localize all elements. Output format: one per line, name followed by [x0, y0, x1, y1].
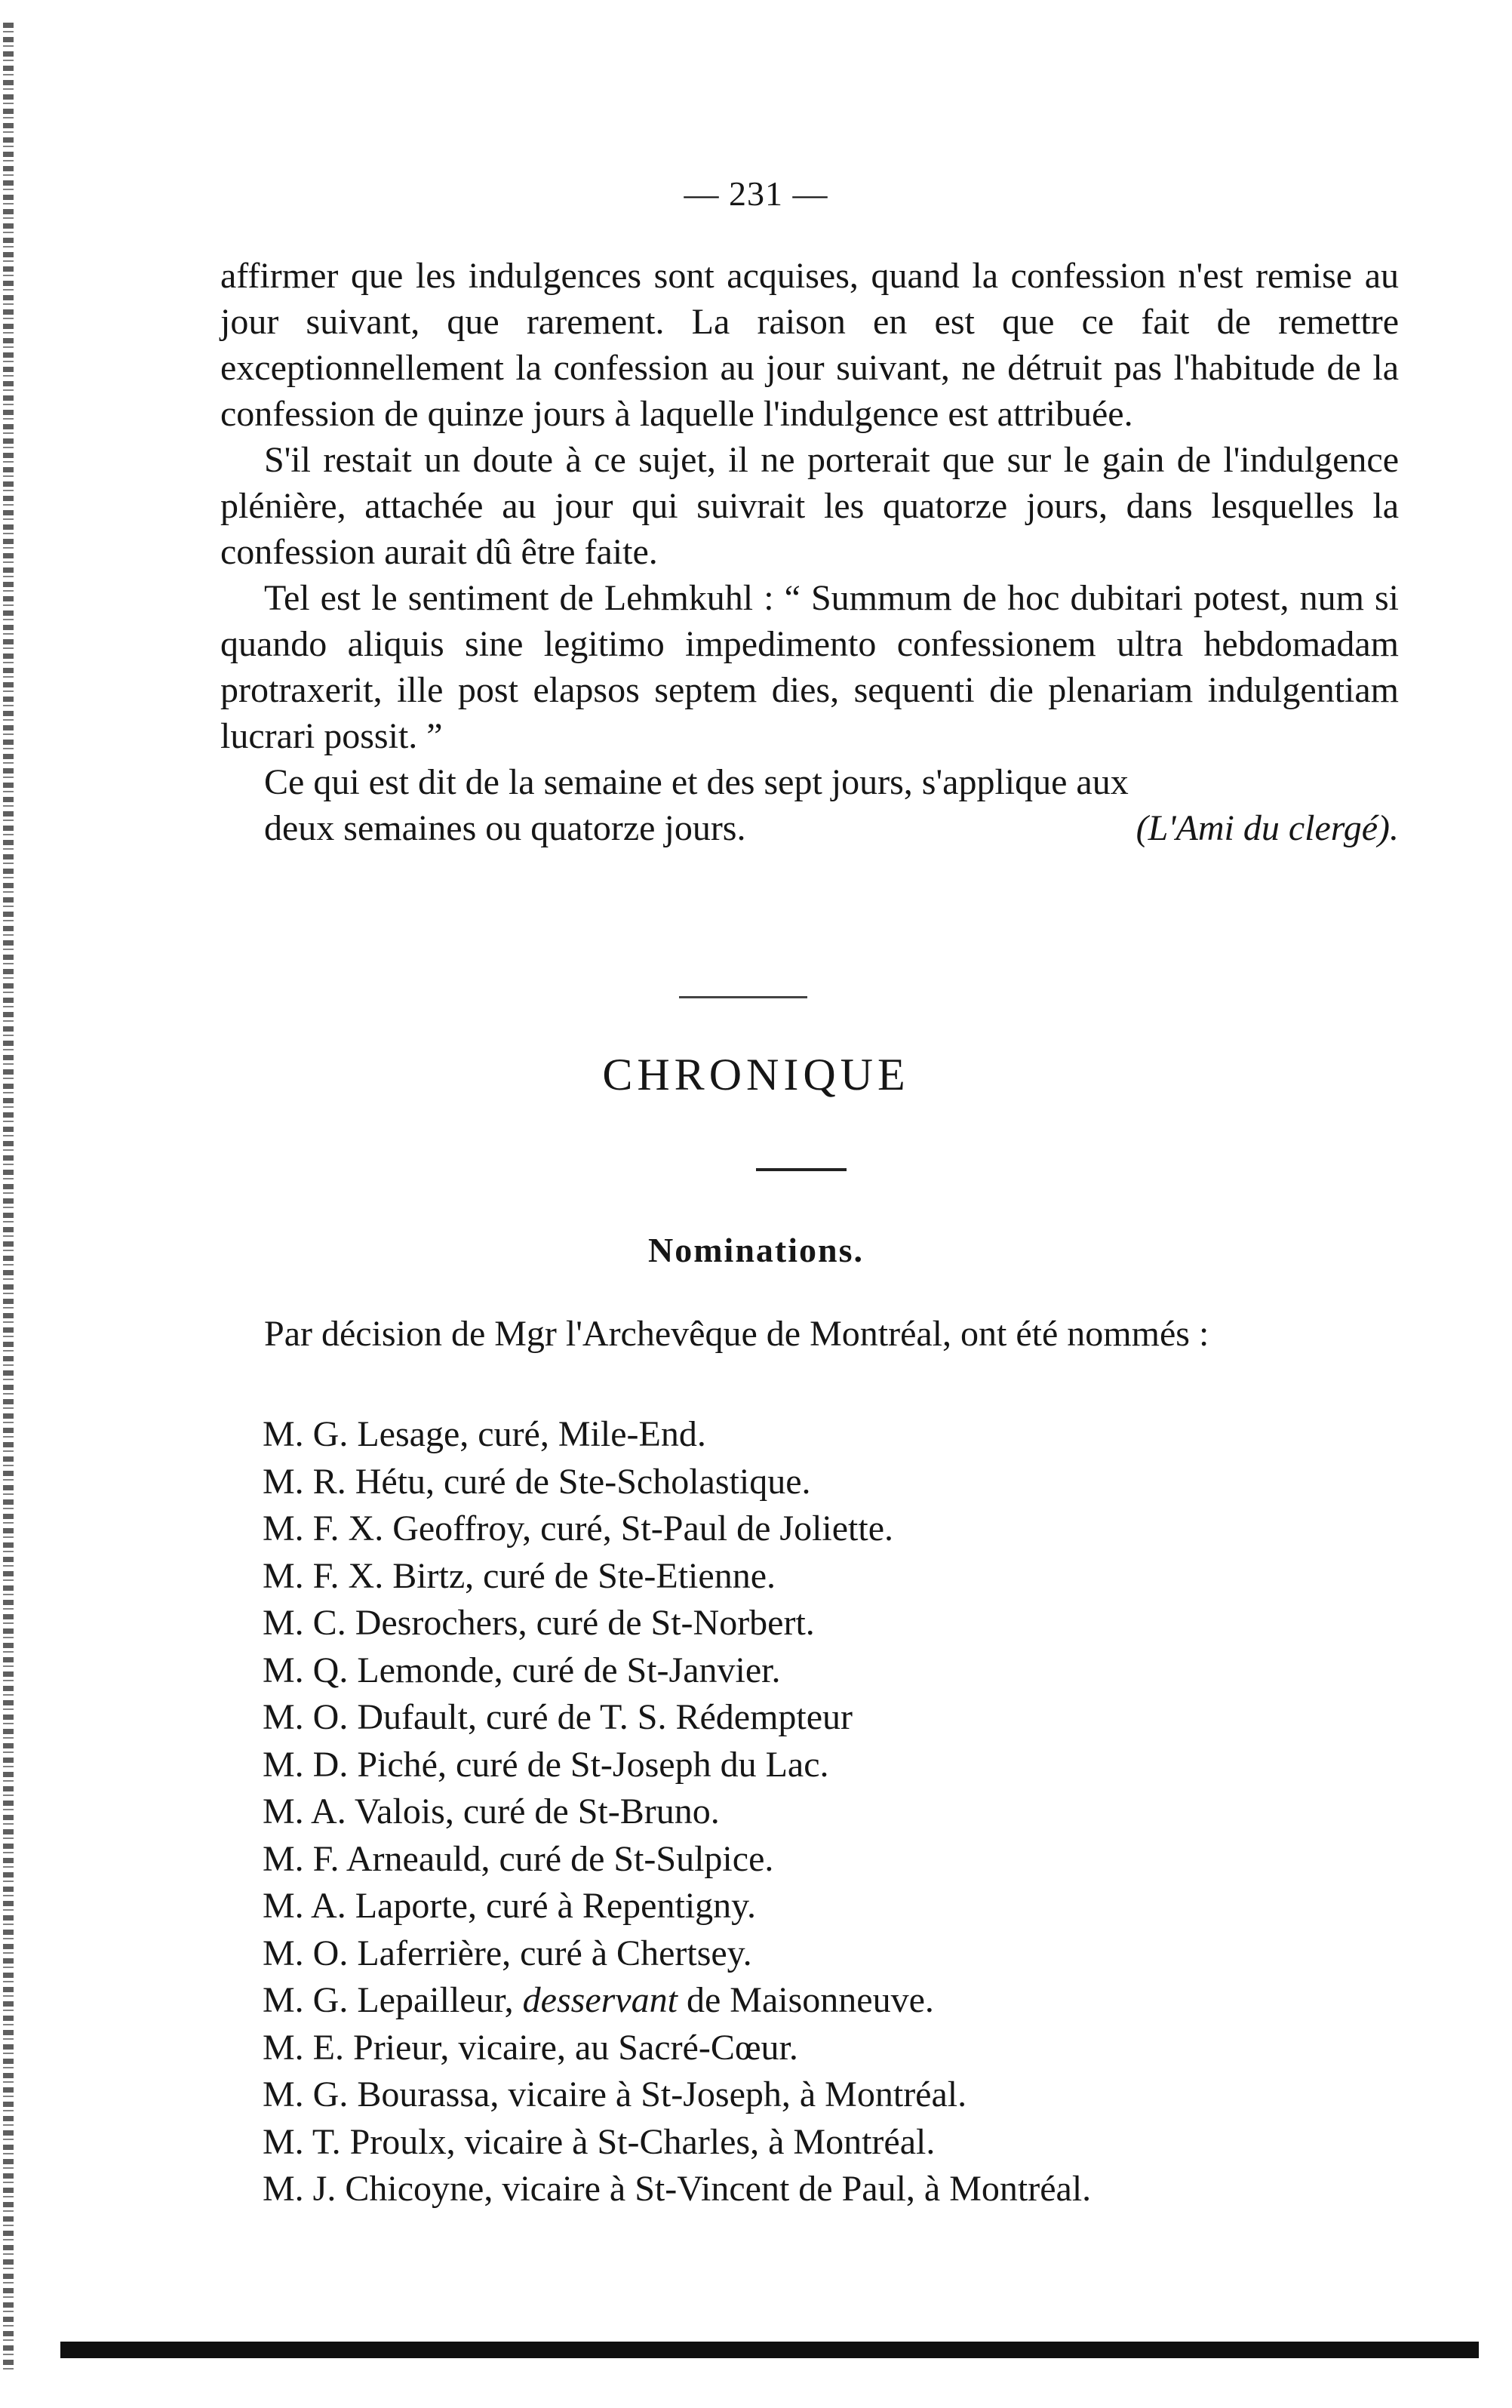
article-body — [220, 253, 1399, 851]
paragraph: Ce qui est dit de la semaine et des sept jours, s'applique aux — [264, 762, 1129, 802]
list-item — [263, 1788, 1402, 1836]
person-name: M. E. Prieur, — [263, 2027, 450, 2068]
appointment-text: vicaire à St-Joseph, à Montréal. — [499, 2074, 967, 2114]
list-item — [263, 2166, 1402, 2213]
person-name: M. T. Proulx, — [263, 2121, 456, 2162]
section-divider — [679, 996, 807, 998]
person-name: M. C. Desrochers, — [263, 1603, 527, 1643]
list-item — [263, 1977, 1402, 2025]
person-name: M. G. Bourassa, — [263, 2074, 499, 2114]
list-item — [263, 1836, 1402, 1884]
binding-edge — [3, 23, 14, 2370]
nominations-list — [263, 1411, 1402, 2213]
bottom-rule — [60, 2342, 1479, 2358]
appointment-text: curé, St-Paul de Joliette. — [531, 1508, 894, 1548]
list-item — [263, 1883, 1402, 1930]
appointment-text: curé de St-Bruno. — [453, 1791, 720, 1831]
appointment-text: curé, Mile-End. — [469, 1414, 706, 1454]
subheading: Nominations. — [648, 1231, 864, 1269]
list-item — [263, 1459, 1402, 1506]
person-name: M. O. Dufault, — [263, 1697, 477, 1737]
list-item — [263, 1694, 1402, 1742]
section-title: CHRONIQUE — [602, 1050, 910, 1099]
source-citation: (L'Ami du clergé). — [1136, 808, 1399, 848]
person-name: M. F. X. Geoffroy, — [263, 1508, 532, 1548]
appointment-text: curé à Repentigny. — [476, 1886, 757, 1926]
appointment-text: vicaire à St-Charles, à Montréal. — [455, 2121, 936, 2162]
list-item — [263, 1600, 1402, 1647]
appointment-text: curé de St-Janvier. — [502, 1650, 781, 1690]
appointment-text: curé de Ste-Scholastique. — [435, 1461, 811, 1502]
list-item — [263, 2071, 1402, 2119]
appointment-text: curé à Chertsey. — [511, 1933, 752, 1973]
paragraph-final-line — [220, 805, 1399, 851]
list-item — [263, 1411, 1402, 1459]
list-item — [263, 1742, 1402, 1789]
list-item — [263, 1930, 1402, 1978]
role-italic: desservant — [513, 1980, 678, 2020]
paragraph: affirmer que les indulgences sont acquises, quand la confession n'est remise au jour suivant, que rarement. La raison en est que ce fait de remettre exceptionnellement la confession au jour suivant, ne détruit pas l'habitude de la confession de quinze jours à laquelle l'indulgence est attribuée. — [220, 256, 1399, 434]
list-item — [263, 1647, 1402, 1695]
list-item — [263, 1553, 1402, 1601]
paragraph: S'il restait un doute à ce sujet, il ne porterait que sur le gain de l'indulgence plénière, attachée au jour qui suivrait les quatorze jours, dans lesquelles la confession aurait dû être faite. — [220, 440, 1399, 572]
appointment-text: curé de Ste-Etienne. — [474, 1555, 776, 1596]
page-number: — 231 — — [684, 174, 828, 213]
appointment-text: de Maisonneuve. — [677, 1980, 934, 2020]
appointment-text: vicaire, au Sacré-Cœur. — [449, 2027, 798, 2068]
appointment-text: vicaire à St-Vincent de Paul, à Montréal. — [493, 2169, 1092, 2209]
person-name: M. G. Lesage, — [263, 1414, 469, 1454]
person-name: M. A. Valois, — [263, 1791, 454, 1831]
paragraph: Tel est le sentiment de Lehmkuhl : “ Summum de hoc dubitari potest, num si quando aliquis sine legitimo impedimento confessionem ultra hebdomadam protraxerit, ille post elapsos septem dies, sequenti die plenariam indulgentiam lucrari possit. ” — [220, 578, 1399, 756]
paragraph-end-text: deux semaines ou quatorze jours. — [264, 808, 746, 848]
person-name: M. R. Hétu, — [263, 1461, 435, 1502]
appointment-text: curé de St-Norbert. — [527, 1603, 815, 1643]
appointment-text: curé de St-Joseph du Lac. — [446, 1744, 829, 1785]
person-name: M. J. Chicoyne, — [263, 2169, 493, 2209]
person-name: M. F. X. Birtz, — [263, 1555, 475, 1596]
person-name: M. D. Piché, — [263, 1744, 447, 1785]
list-item — [263, 2025, 1402, 2072]
person-name: M. A. Laporte, — [263, 1886, 477, 1926]
person-name: M. G. Lepailleur, — [263, 1980, 514, 2020]
person-name: M. F. Arneauld, — [263, 1838, 490, 1879]
appointment-text: curé de T. S. Rédempteur — [476, 1697, 853, 1737]
person-name: M. Q. Lemonde, — [263, 1650, 503, 1690]
intro-paragraph: Par décision de Mgr l'Archevêque de Montréal, ont été nommés : — [264, 1314, 1209, 1354]
person-name: M. O. Laferrière, — [263, 1933, 512, 1973]
title-underline — [756, 1168, 847, 1171]
list-item — [263, 2119, 1402, 2167]
appointment-text: curé de St-Sulpice. — [490, 1838, 774, 1879]
list-item — [263, 1505, 1402, 1553]
